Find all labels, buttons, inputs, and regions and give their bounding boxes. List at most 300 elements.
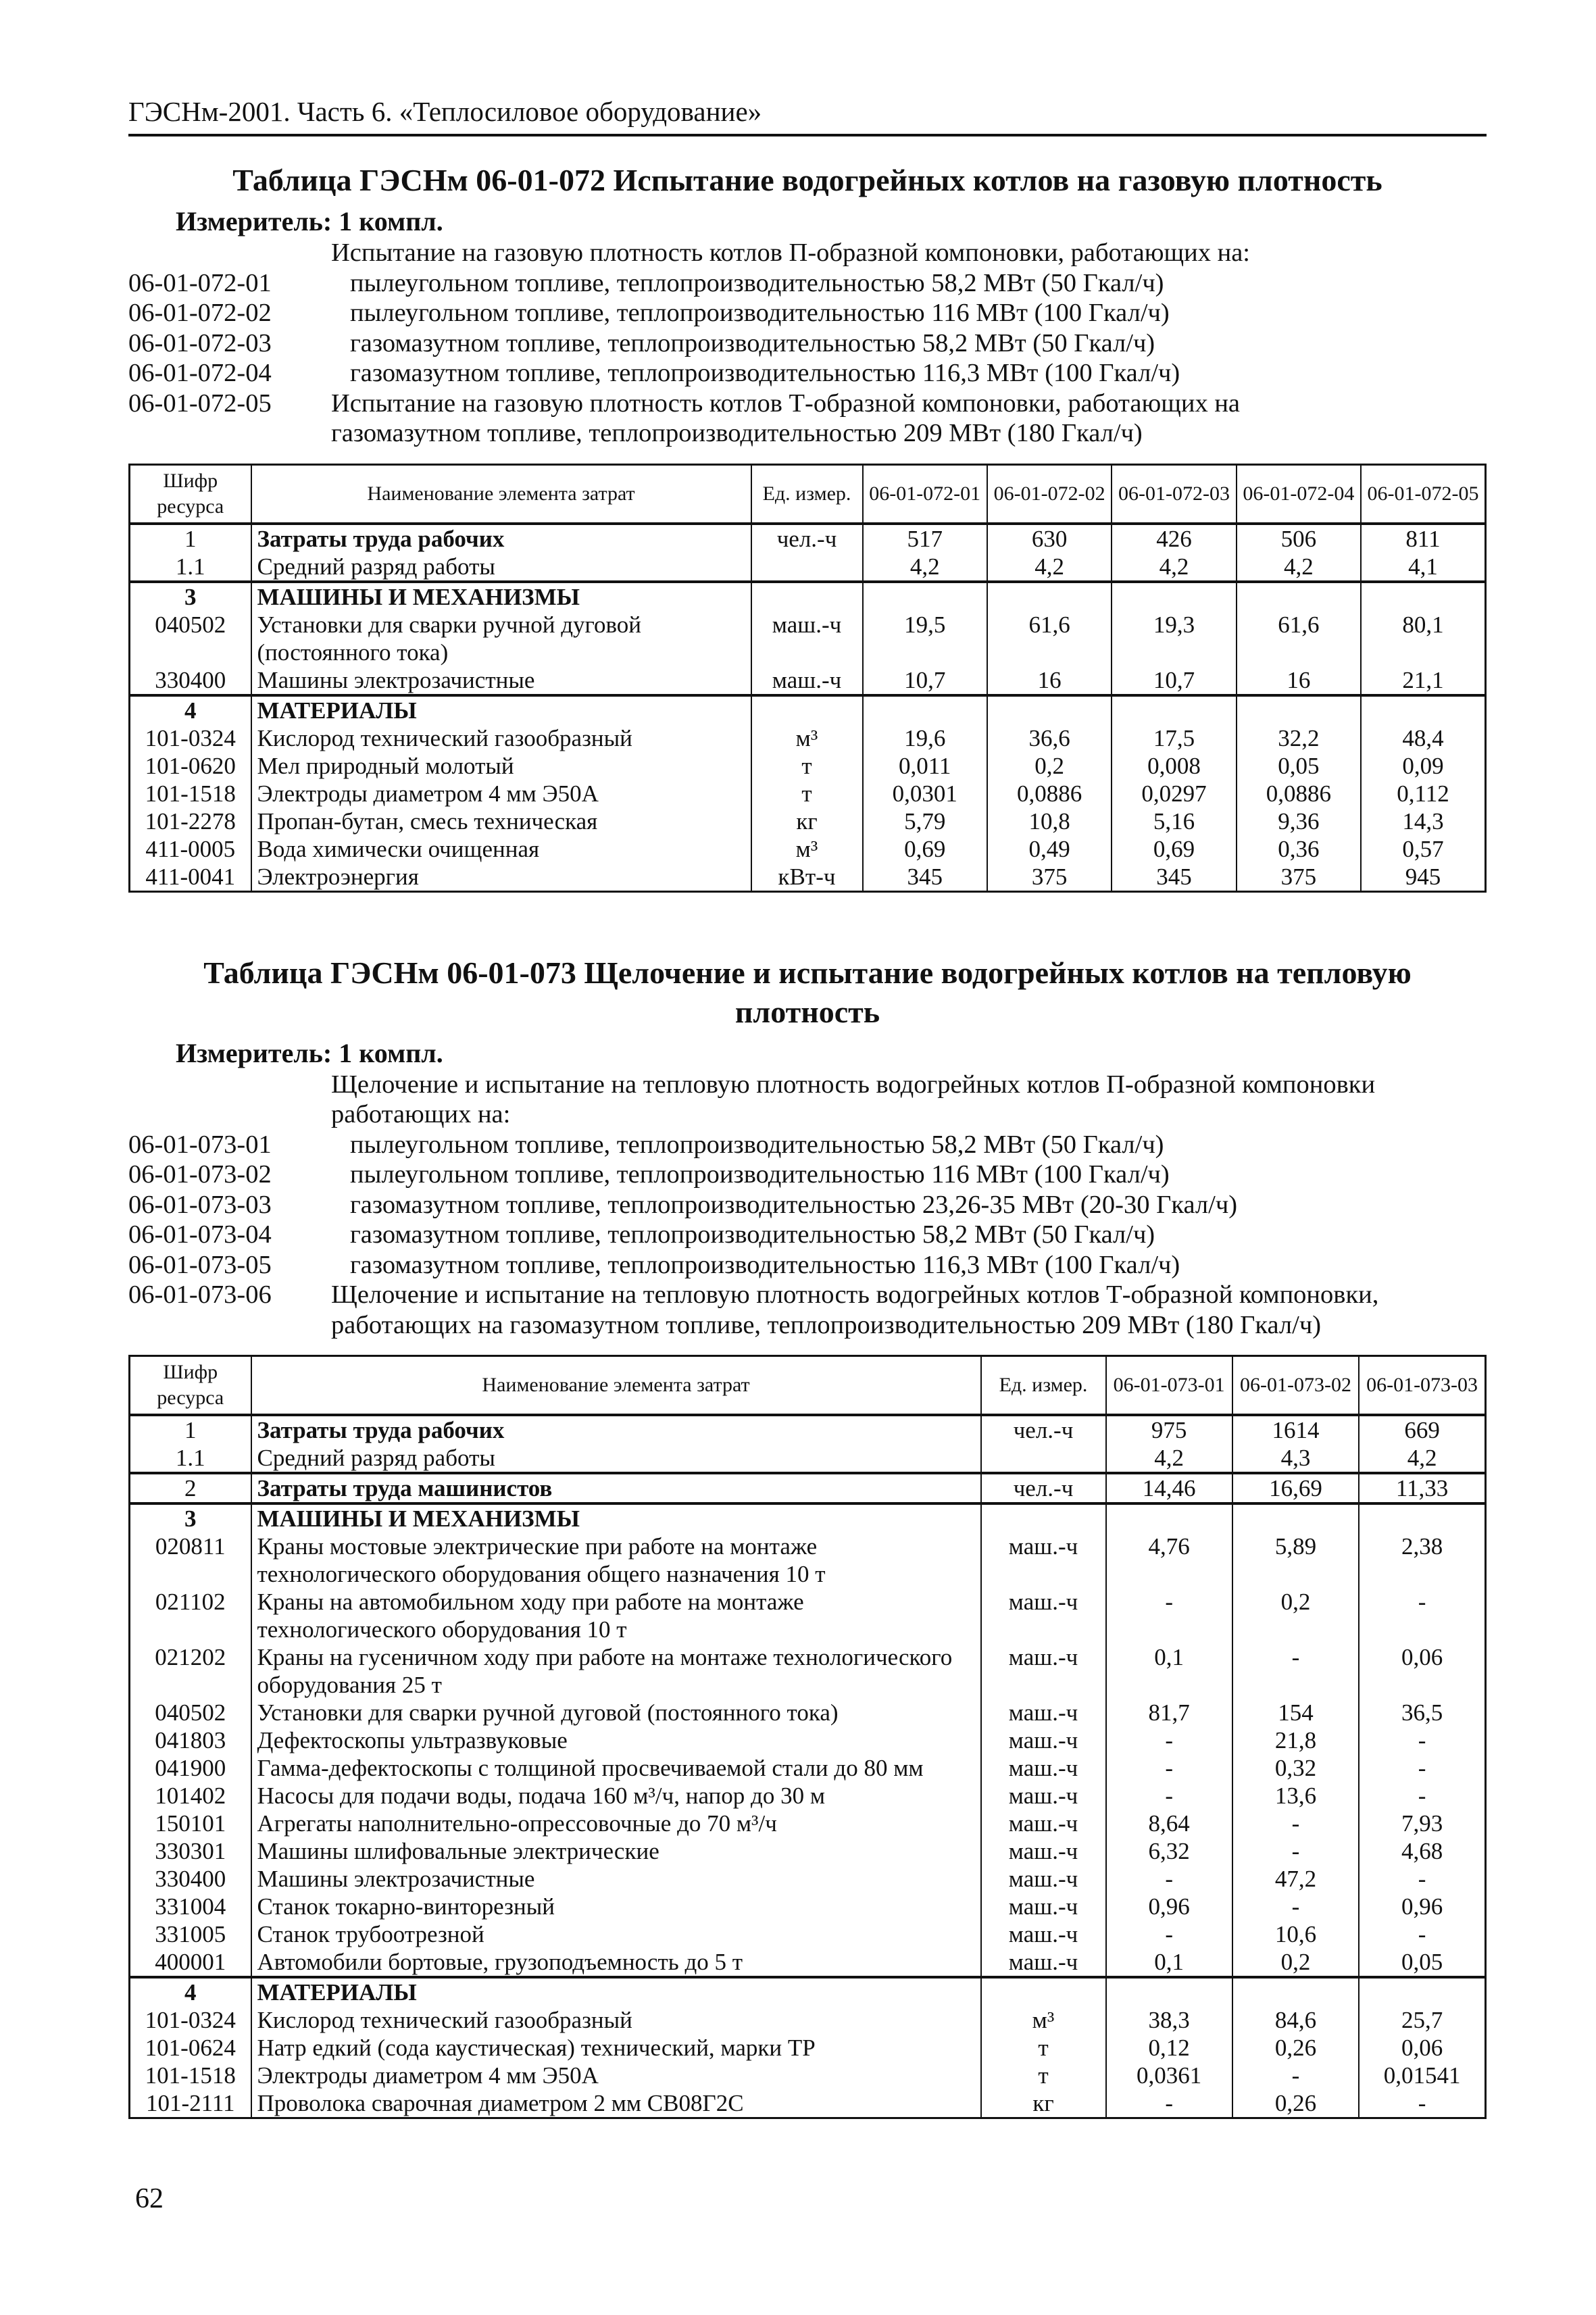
cell-name: Краны мостовые электрические при работе на монтаже технологического оборудования общего назначения 10 т [251, 1533, 981, 1588]
cell-name: Электроэнергия [251, 863, 751, 892]
cell-value: - [1232, 1810, 1359, 1837]
table-row [130, 1444, 1486, 1473]
col-header-value: 06-01-073-01 [1106, 1356, 1232, 1416]
cell-code: 021102 [130, 1588, 251, 1643]
cell-value [863, 582, 987, 611]
running-header: ГЭСНм-2001. Часть 6. «Теплосиловое оборудование» [128, 95, 1487, 136]
cell-value: 0,01541 [1359, 2062, 1485, 2089]
table-row [130, 695, 1486, 724]
cell-unit: т [751, 780, 863, 807]
item-code: 06-01-073-04 [128, 1220, 272, 1249]
col-header-name: Наименование элемента затрат [251, 1356, 981, 1416]
cell-unit: маш.-ч [751, 611, 863, 666]
cell-name: Машины электрозачистные [251, 666, 751, 695]
cell-value: 0,2 [1232, 1588, 1359, 1643]
cell-value: 4,68 [1359, 1837, 1485, 1865]
cell-value: 10,7 [863, 666, 987, 695]
table2-grid [128, 1355, 1487, 2119]
cell-code: 4 [130, 1977, 251, 2006]
cell-value: 32,2 [1237, 724, 1361, 752]
description-item [128, 389, 1487, 419]
cell-value: - [1232, 1893, 1359, 1920]
cell-name: Станок токарно-винторезный [251, 1893, 981, 1920]
cell-value [987, 695, 1112, 724]
cell-unit: м³ [751, 724, 863, 752]
col-header-value: 06-01-072-01 [863, 464, 987, 524]
table-row [130, 1643, 1486, 1699]
cell-code: 1 [130, 1415, 251, 1444]
cell-value: - [1106, 1754, 1232, 1782]
cell-value: 11,33 [1359, 1473, 1485, 1503]
cell-value: 61,6 [1237, 611, 1361, 666]
item-text: Щелочение и испытание на тепловую плотность водогрейных котлов Т-образной компоновки, работающих на газомазутном топливе, теплопроизводительностью 209 МВт (180 Гкал/ч) [331, 1280, 1379, 1339]
cell-code: 2 [130, 1473, 251, 1503]
cell-value: 669 [1359, 1415, 1485, 1444]
cell-value: 375 [1237, 863, 1361, 892]
table2-header-row [130, 1356, 1486, 1416]
cell-value: 19,6 [863, 724, 987, 752]
table-row [130, 1726, 1486, 1754]
cell-value: 345 [863, 863, 987, 892]
cell-value [987, 582, 1112, 611]
cell-value: 0,1 [1106, 1948, 1232, 1977]
description-item [128, 1190, 1487, 1220]
cell-name: Электроды диаметром 4 мм Э50А [251, 780, 751, 807]
cell-value: - [1106, 1588, 1232, 1643]
table2-section [128, 953, 1487, 2120]
page-number: 62 [135, 2183, 164, 2214]
col-header-name: Наименование элемента затрат [251, 464, 751, 524]
cell-name: Установки для сварки ручной дуговой (постоянного тока) [251, 611, 751, 666]
cell-value: - [1232, 1837, 1359, 1865]
table-row [130, 863, 1486, 892]
item-code: 06-01-072-02 [128, 299, 272, 327]
cell-value: - [1232, 2062, 1359, 2089]
cell-value: 21,1 [1361, 666, 1485, 695]
cell-value: 975 [1106, 1415, 1232, 1444]
cell-code: 1.1 [130, 553, 251, 582]
col-header-value: 06-01-072-03 [1112, 464, 1236, 524]
description-item [128, 358, 1487, 389]
cell-name: Автомобили бортовые, грузоподъемность до 5 т [251, 1948, 981, 1977]
cell-value: 0,69 [1112, 835, 1236, 863]
table1-title: Таблица ГЭСНм 06-01-072 Испытание водогрейных котлов на газовую плотность [232, 163, 1382, 197]
cell-value: 10,7 [1112, 666, 1236, 695]
table1-header-row [130, 464, 1486, 524]
cell-value: 5,79 [863, 807, 987, 835]
cell-value: 811 [1361, 524, 1485, 553]
item-text: пылеугольном топливе, теплопроизводительностью 58,2 МВт (50 Гкал/ч) [350, 268, 1164, 297]
cell-unit [981, 1977, 1106, 2006]
cell-unit: маш.-ч [751, 666, 863, 695]
cell-value: 0,49 [987, 835, 1112, 863]
cell-value: - [1106, 1782, 1232, 1810]
cell-value [1361, 582, 1485, 611]
cell-value [1361, 695, 1485, 724]
cell-value: 1614 [1232, 1415, 1359, 1444]
cell-code: 400001 [130, 1948, 251, 1977]
cell-value: 945 [1361, 863, 1485, 892]
cell-value: 0,36 [1237, 835, 1361, 863]
cell-unit: кг [751, 807, 863, 835]
table1-meter: Измеритель: 1 компл. [176, 206, 443, 237]
cell-value: 0,69 [863, 835, 987, 863]
cell-unit [981, 1444, 1106, 1473]
document-page [128, 95, 1487, 2119]
cell-name: Натр едкий (сода каустическая) технический, марки ТР [251, 2034, 981, 2062]
cell-value: 4,3 [1232, 1444, 1359, 1473]
item-text: газомазутном топливе, теплопроизводительностью 23,26-35 МВт (20-30 Гкал/ч) [350, 1190, 1238, 1219]
item-code: 06-01-072-04 [128, 359, 272, 387]
table-row [130, 666, 1486, 695]
cell-value: 16,69 [1232, 1473, 1359, 1503]
table-row [130, 724, 1486, 752]
col-header-value: 06-01-072-02 [987, 464, 1112, 524]
cell-value [1112, 582, 1236, 611]
table-row [130, 1588, 1486, 1643]
cell-value: 4,1 [1361, 553, 1485, 582]
cell-unit [751, 553, 863, 582]
table-row [130, 524, 1486, 553]
cell-value: - [1359, 1782, 1485, 1810]
item-text: газомазутном топливе, теплопроизводительностью 58,2 МВт (50 Гкал/ч) [350, 1220, 1155, 1249]
cell-value: 19,5 [863, 611, 987, 666]
cell-value: 4,76 [1106, 1533, 1232, 1588]
cell-code: 101-2278 [130, 807, 251, 835]
item-text: пылеугольном топливе, теплопроизводительностью 116 МВт (100 Гкал/ч) [350, 299, 1170, 327]
item-code: 06-01-072-03 [128, 328, 272, 357]
cell-name: Электроды диаметром 4 мм Э50А [251, 2062, 981, 2089]
table-row [130, 835, 1486, 863]
cell-value [1237, 582, 1361, 611]
table-row [130, 2034, 1486, 2062]
cell-unit: маш.-ч [981, 1726, 1106, 1754]
description-item [128, 1160, 1487, 1190]
cell-value: 8,64 [1106, 1810, 1232, 1837]
cell-unit: т [751, 752, 863, 780]
description-item [128, 268, 1487, 299]
cell-name: МАТЕРИАЛЫ [251, 1977, 981, 2006]
cell-value: 5,89 [1232, 1533, 1359, 1588]
cell-name: Кислород технический газообразный [251, 2006, 981, 2034]
item-text: газомазутном топливе, теплопроизводительностью 116,3 МВт (100 Гкал/ч) [350, 1250, 1180, 1279]
cell-value: 7,93 [1359, 1810, 1485, 1837]
item-code: 06-01-073-05 [128, 1250, 272, 1279]
table-row [130, 1533, 1486, 1588]
cell-name: Насосы для подачи воды, подача 160 м³/ч, напор до 30 м [251, 1782, 981, 1810]
cell-value: 36,6 [987, 724, 1112, 752]
cell-value: 14,3 [1361, 807, 1485, 835]
table-row [130, 1920, 1486, 1948]
cell-value: 0,05 [1359, 1948, 1485, 1977]
table-row [130, 1810, 1486, 1837]
cell-code: 101-1518 [130, 2062, 251, 2089]
table1-tail: газомазутном топливе, теплопроизводительностью 209 МВт (180 Гкал/ч) [331, 419, 1143, 447]
cell-unit: маш.-ч [981, 1533, 1106, 1588]
cell-value: - [1359, 1754, 1485, 1782]
cell-value: 0,2 [987, 752, 1112, 780]
cell-code: 150101 [130, 1810, 251, 1837]
cell-code: 101-0324 [130, 2006, 251, 2034]
col-header-value: 06-01-072-05 [1361, 464, 1485, 524]
cell-value [1106, 1977, 1232, 2006]
cell-name: Установки для сварки ручной дуговой (постоянного тока) [251, 1699, 981, 1726]
table2-description [128, 1070, 1487, 1341]
cell-value: 0,011 [863, 752, 987, 780]
table-row [130, 2062, 1486, 2089]
cell-value: 0,0361 [1106, 2062, 1232, 2089]
cell-code: 331005 [130, 1920, 251, 1948]
cell-value: 0,1 [1106, 1643, 1232, 1699]
table-row [130, 1699, 1486, 1726]
cell-unit [751, 582, 863, 611]
item-code: 06-01-073-02 [128, 1160, 272, 1189]
cell-code: 3 [130, 1503, 251, 1533]
table-row [130, 752, 1486, 780]
table-row [130, 1754, 1486, 1782]
table-row [130, 1865, 1486, 1893]
cell-value: 0,008 [1112, 752, 1236, 780]
cell-value: 0,26 [1232, 2034, 1359, 2062]
table1-intro: Испытание на газовую плотность котлов П-образной компоновки, работающих на: [331, 239, 1251, 267]
table-row [130, 582, 1486, 611]
cell-value: 0,96 [1359, 1893, 1485, 1920]
cell-value: 38,3 [1106, 2006, 1232, 2034]
cell-name: Краны на автомобильном ходу при работе на монтаже технологического оборудования 10 т [251, 1588, 981, 1643]
table-row [130, 1415, 1486, 1444]
item-code: 06-01-073-06 [128, 1280, 272, 1309]
table-row [130, 2006, 1486, 2034]
cell-value: 0,06 [1359, 1643, 1485, 1699]
table1-description [128, 238, 1487, 449]
cell-value: 4,2 [863, 553, 987, 582]
cell-unit: маш.-ч [981, 1643, 1106, 1699]
cell-value: 506 [1237, 524, 1361, 553]
cell-code: 101-0624 [130, 2034, 251, 2062]
cell-code: 040502 [130, 1699, 251, 1726]
cell-unit: т [981, 2062, 1106, 2089]
table2-intro: Щелочение и испытание на тепловую плотность водогрейных котлов П-образной компоновки работающих на: [331, 1070, 1376, 1128]
cell-value: - [1359, 1588, 1485, 1643]
table-row [130, 1977, 1486, 2006]
cell-name: Пропан-бутан, смесь техническая [251, 807, 751, 835]
cell-unit: м³ [981, 2006, 1106, 2034]
cell-value: 0,0886 [987, 780, 1112, 807]
cell-unit: чел.-ч [981, 1473, 1106, 1503]
description-item [128, 298, 1487, 328]
item-code: 06-01-073-01 [128, 1130, 272, 1159]
cell-value: 80,1 [1361, 611, 1485, 666]
cell-name: Средний разряд работы [251, 553, 751, 582]
table-row [130, 1893, 1486, 1920]
cell-name: Станок трубоотрезной [251, 1920, 981, 1948]
cell-code: 411-0005 [130, 835, 251, 863]
cell-code: 330400 [130, 1865, 251, 1893]
cell-unit: маш.-ч [981, 1699, 1106, 1726]
cell-value: 0,2 [1232, 1948, 1359, 1977]
cell-value: 36,5 [1359, 1699, 1485, 1726]
cell-value [1232, 1503, 1359, 1533]
cell-code: 040502 [130, 611, 251, 666]
description-item [128, 1280, 1487, 1340]
cell-value: 0,26 [1232, 2089, 1359, 2118]
table2-meter: Измеритель: 1 компл. [176, 1037, 443, 1068]
cell-unit: маш.-ч [981, 1948, 1106, 1977]
cell-unit: маш.-ч [981, 1782, 1106, 1810]
col-header-unit: Ед. измер. [751, 464, 863, 524]
cell-value: 16 [987, 666, 1112, 695]
cell-value: 61,6 [987, 611, 1112, 666]
cell-value: 84,6 [1232, 2006, 1359, 2034]
col-header-value: 06-01-073-03 [1359, 1356, 1485, 1416]
cell-unit: маш.-ч [981, 1865, 1106, 1893]
cell-code: 020811 [130, 1533, 251, 1588]
cell-value: 47,2 [1232, 1865, 1359, 1893]
table-row [130, 1948, 1486, 1977]
cell-value: - [1232, 1643, 1359, 1699]
table-row [130, 1503, 1486, 1533]
cell-value: 0,0297 [1112, 780, 1236, 807]
col-header-unit: Ед. измер. [981, 1356, 1106, 1416]
cell-unit: м³ [751, 835, 863, 863]
cell-unit [751, 695, 863, 724]
cell-unit: маш.-ч [981, 1920, 1106, 1948]
cell-value: 2,38 [1359, 1533, 1485, 1588]
cell-value [1106, 1503, 1232, 1533]
cell-code: 101402 [130, 1782, 251, 1810]
col-header-code: Шифр ресурса [130, 1356, 251, 1416]
cell-value: - [1106, 2089, 1232, 2118]
table-row [130, 1473, 1486, 1503]
cell-value: 14,46 [1106, 1473, 1232, 1503]
cell-value: 16 [1237, 666, 1361, 695]
cell-value: 4,2 [1112, 553, 1236, 582]
cell-value [1359, 1503, 1485, 1533]
cell-code: 1.1 [130, 1444, 251, 1473]
cell-name: Средний разряд работы [251, 1444, 981, 1473]
cell-value: 81,7 [1106, 1699, 1232, 1726]
cell-name: Машины электрозачистные [251, 1865, 981, 1893]
cell-value: 6,32 [1106, 1837, 1232, 1865]
cell-value: 0,06 [1359, 2034, 1485, 2062]
cell-value: 0,09 [1361, 752, 1485, 780]
cell-code: 101-0324 [130, 724, 251, 752]
cell-value: 9,36 [1237, 807, 1361, 835]
table-row [130, 780, 1486, 807]
table-row [130, 1782, 1486, 1810]
table1-section [128, 161, 1487, 893]
cell-name: Затраты труда машинистов [251, 1473, 981, 1503]
cell-code: 3 [130, 582, 251, 611]
cell-value: 0,32 [1232, 1754, 1359, 1782]
cell-value: 0,0886 [1237, 780, 1361, 807]
cell-unit: кг [981, 2089, 1106, 2118]
cell-value: 0,05 [1237, 752, 1361, 780]
item-text: пылеугольном топливе, теплопроизводительностью 116 МВт (100 Гкал/ч) [350, 1160, 1170, 1189]
cell-value [1232, 1977, 1359, 2006]
cell-code: 021202 [130, 1643, 251, 1699]
cell-name: Агрегаты наполнительно-опрессовочные до 70 м³/ч [251, 1810, 981, 1837]
cell-value [1112, 695, 1236, 724]
cell-code: 041803 [130, 1726, 251, 1754]
cell-value: - [1359, 1920, 1485, 1948]
cell-value: 0,96 [1106, 1893, 1232, 1920]
cell-value: - [1359, 1726, 1485, 1754]
cell-name: Краны на гусеничном ходу при работе на монтаже технологического оборудования 25 т [251, 1643, 981, 1699]
cell-unit: маш.-ч [981, 1754, 1106, 1782]
cell-value: 0,0301 [863, 780, 987, 807]
cell-value: - [1106, 1726, 1232, 1754]
table1-grid [128, 464, 1487, 893]
item-text: газомазутном топливе, теплопроизводительностью 58,2 МВт (50 Гкал/ч) [350, 328, 1155, 357]
cell-name: Машины шлифовальные электрические [251, 1837, 981, 1865]
item-text: Испытание на газовую плотность котлов Т-образной компоновки, работающих на [331, 389, 1241, 418]
cell-name: МАШИНЫ И МЕХАНИЗМЫ [251, 582, 751, 611]
cell-value: - [1359, 2089, 1485, 2118]
cell-unit: кВт-ч [751, 863, 863, 892]
cell-value: 0,112 [1361, 780, 1485, 807]
cell-value: 21,8 [1232, 1726, 1359, 1754]
cell-value: 375 [987, 863, 1112, 892]
col-header-value: 06-01-073-02 [1232, 1356, 1359, 1416]
cell-unit [981, 1503, 1106, 1533]
cell-name: МАТЕРИАЛЫ [251, 695, 751, 724]
cell-value: 10,6 [1232, 1920, 1359, 1948]
cell-value: 154 [1232, 1699, 1359, 1726]
cell-code: 101-1518 [130, 780, 251, 807]
cell-code: 331004 [130, 1893, 251, 1920]
cell-value: 4,2 [1359, 1444, 1485, 1473]
item-code: 06-01-072-01 [128, 268, 272, 297]
cell-code: 4 [130, 695, 251, 724]
cell-name: Вода химически очищенная [251, 835, 751, 863]
col-header-value: 06-01-072-04 [1237, 464, 1361, 524]
item-text: газомазутном топливе, теплопроизводительностью 116,3 МВт (100 Гкал/ч) [350, 359, 1180, 387]
cell-value: - [1106, 1920, 1232, 1948]
cell-name: Дефектоскопы ультразвуковые [251, 1726, 981, 1754]
table2-title: Таблица ГЭСНм 06-01-073 Щелочение и испытание водогрейных котлов на тепловую плотность [203, 955, 1412, 1029]
cell-name: Затраты труда рабочих [251, 1415, 981, 1444]
cell-value [1237, 695, 1361, 724]
cell-value: 19,3 [1112, 611, 1236, 666]
cell-code: 041900 [130, 1754, 251, 1782]
cell-name: МАШИНЫ И МЕХАНИЗМЫ [251, 1503, 981, 1533]
cell-value: 4,2 [1237, 553, 1361, 582]
table-row [130, 553, 1486, 582]
cell-code: 330301 [130, 1837, 251, 1865]
cell-value: - [1359, 1865, 1485, 1893]
cell-value: 630 [987, 524, 1112, 553]
cell-value: 517 [863, 524, 987, 553]
description-item [128, 328, 1487, 359]
cell-value: 345 [1112, 863, 1236, 892]
cell-value: - [1106, 1865, 1232, 1893]
cell-code: 1 [130, 524, 251, 553]
description-item [128, 1220, 1487, 1250]
description-item [128, 1250, 1487, 1280]
item-text: пылеугольном топливе, теплопроизводительностью 58,2 МВт (50 Гкал/ч) [350, 1130, 1164, 1159]
cell-code: 101-2111 [130, 2089, 251, 2118]
table-row [130, 611, 1486, 666]
cell-value: 13,6 [1232, 1782, 1359, 1810]
cell-value [863, 695, 987, 724]
cell-value: 25,7 [1359, 2006, 1485, 2034]
item-code: 06-01-072-05 [128, 389, 272, 418]
cell-unit: чел.-ч [751, 524, 863, 553]
item-code: 06-01-073-03 [128, 1190, 272, 1219]
cell-value: 10,8 [987, 807, 1112, 835]
cell-value: 426 [1112, 524, 1236, 553]
